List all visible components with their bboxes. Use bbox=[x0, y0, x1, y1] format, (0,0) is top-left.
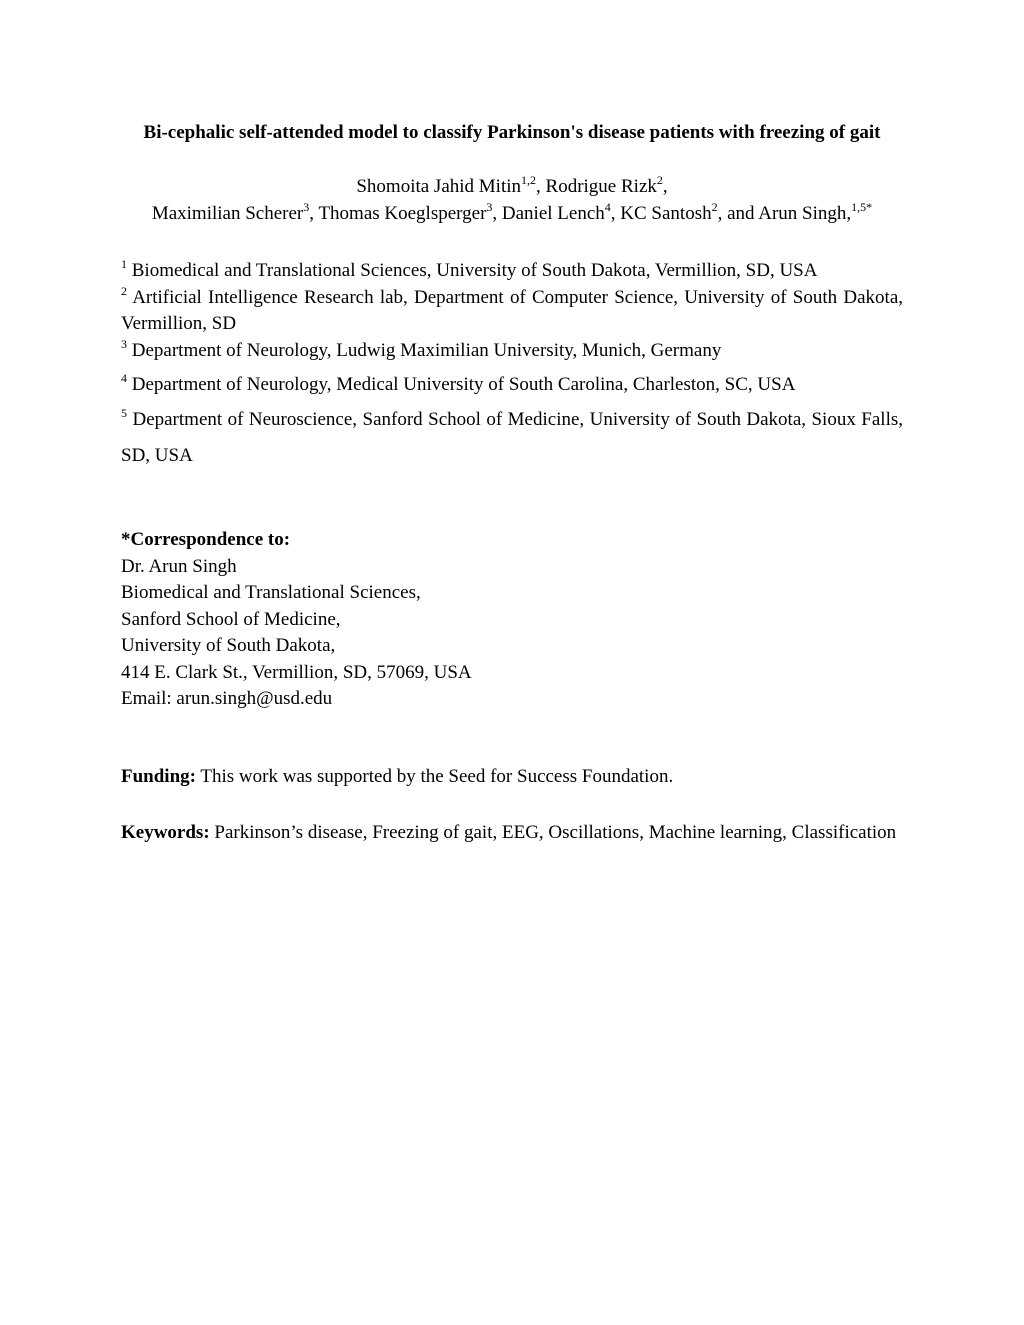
author-separator: , bbox=[610, 203, 621, 224]
author-separator: , bbox=[309, 203, 319, 224]
author-name: Rodrigue Rizk bbox=[545, 176, 657, 197]
author-line-2 bbox=[0, 200, 1024, 227]
correspondence-line: Dr. Arun Singh bbox=[121, 555, 237, 577]
funding-label: Funding: bbox=[121, 766, 196, 787]
keywords-statement bbox=[121, 810, 903, 856]
affiliation-text: Artificial Intelligence Research lab, Department of Computer Science, University of South Dakota, Vermillion, SD bbox=[121, 287, 903, 334]
affiliation-4 bbox=[121, 372, 903, 398]
affiliation-3 bbox=[121, 338, 903, 364]
affiliation-1 bbox=[121, 258, 903, 284]
author-affiliation-marker: 3 bbox=[486, 200, 493, 214]
author-name: Daniel Lench bbox=[501, 203, 605, 224]
author-affiliation-marker: 4 bbox=[604, 200, 611, 214]
affiliation-number: 1 bbox=[121, 257, 127, 271]
keywords-text: Parkinson’s disease, Freezing of gait, EEG, Oscillations, Machine learning, Classification bbox=[209, 822, 897, 843]
affiliation-number: 2 bbox=[121, 284, 127, 298]
author-affiliation-marker: 1,5* bbox=[851, 200, 873, 214]
correspondence-line: Sanford School of Medicine, bbox=[121, 608, 341, 630]
correspondence-email: Email: arun.singh@usd.edu bbox=[121, 688, 333, 709]
author-separator: , and bbox=[717, 203, 759, 224]
correspondence-heading: *Correspondence to: bbox=[121, 529, 291, 550]
author-affiliation-marker: 1,2 bbox=[521, 173, 537, 187]
author-name: Shomoita Jahid Mitin bbox=[356, 176, 522, 197]
author-name: Arun Singh, bbox=[758, 203, 852, 224]
affiliation-number: 4 bbox=[121, 371, 127, 385]
author-affiliation-marker: 3 bbox=[303, 200, 310, 214]
affiliation-number: 5 bbox=[121, 406, 127, 420]
correspondence-block bbox=[121, 527, 903, 713]
author-affiliation-marker: 2 bbox=[656, 173, 663, 187]
author-name: Thomas Koeglsperger bbox=[318, 203, 487, 224]
keywords-label: Keywords: bbox=[121, 822, 210, 843]
affiliation-text: Department of Neurology, Medical University of South Carolina, Charleston, SC, USA bbox=[131, 374, 796, 395]
correspondence-line: University of South Dakota, bbox=[121, 635, 336, 656]
author-separator: , bbox=[536, 176, 546, 197]
author-separator: , bbox=[492, 203, 502, 224]
author-name: KC Santosh bbox=[620, 203, 712, 224]
author-affiliation-marker: 2 bbox=[711, 200, 718, 214]
author-name: Maximilian Scherer bbox=[151, 203, 304, 224]
affiliation-2 bbox=[121, 285, 903, 337]
author-list bbox=[0, 173, 1024, 227]
correspondence-line: Biomedical and Translational Sciences, bbox=[121, 582, 421, 603]
author-line-1 bbox=[0, 173, 1024, 200]
funding-text: This work was supported by the Seed for Success Foundation. bbox=[195, 766, 674, 787]
affiliation-5 bbox=[121, 402, 903, 474]
paper-title: Bi-cephalic self-attended model to classify Parkinson's disease patients with freezing of gait bbox=[143, 122, 881, 143]
author-separator: , bbox=[662, 176, 668, 197]
correspondence-line: 414 E. Clark St., Vermillion, SD, 57069, USA bbox=[121, 661, 472, 683]
affiliation-text: Biomedical and Translational Sciences, University of South Dakota, Vermillion, SD, USA bbox=[131, 260, 818, 281]
affiliation-text: Department of Neuroscience, Sanford School of Medicine, University of South Dakota, Sioux Falls, SD, USA bbox=[121, 409, 903, 466]
funding-statement bbox=[121, 764, 903, 790]
affiliation-text: Department of Neurology, Ludwig Maximilian University, Munich, Germany bbox=[131, 340, 722, 361]
affiliation-number: 3 bbox=[121, 337, 127, 351]
